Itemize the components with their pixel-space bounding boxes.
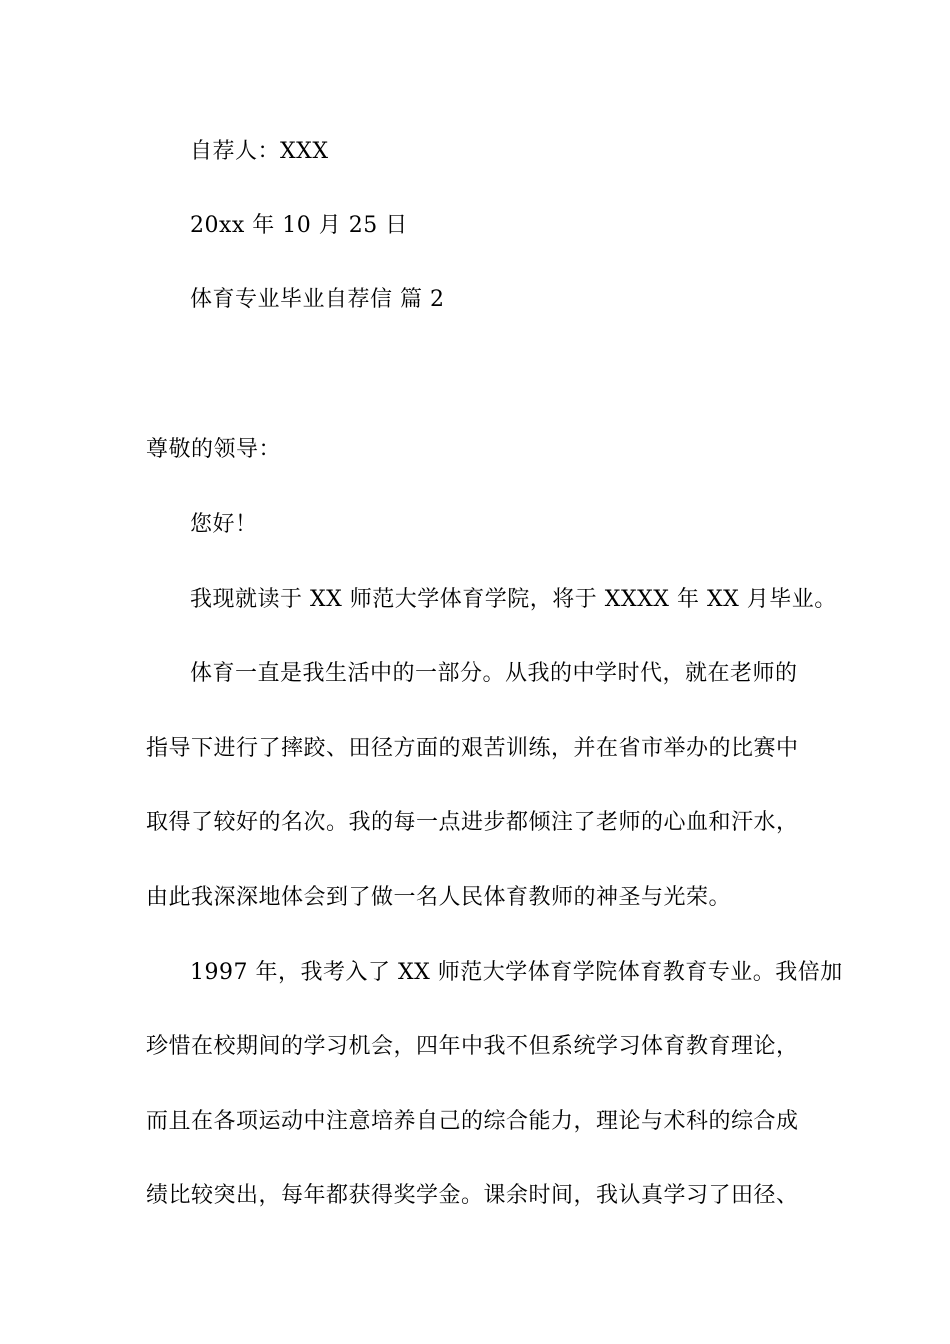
- greeting: 您好！: [190, 512, 258, 537]
- salutation: 尊敬的领导：: [146, 437, 282, 462]
- paragraph-3-line-4: 绩比较突出，每年都获得奖学金。课余时间，我认真学习了田径、: [146, 1183, 799, 1208]
- paragraph-2-line-3: 取得了较好的名次。我的每一点进步都倾注了老师的心血和汗水，: [146, 810, 799, 835]
- paragraph-3-line-2: 珍惜在校期间的学习机会，四年中我不但系统学习体育教育理论，: [146, 1034, 799, 1059]
- paragraph-2-line-1: 体育一直是我生活中的一部分。从我的中学时代，就在老师的: [190, 661, 798, 686]
- date-line: 20xx 年 10 月 25 日: [190, 213, 408, 238]
- paragraph-3-line-3: 而且在各项运动中注意培养自己的综合能力，理论与术科的综合成: [146, 1109, 799, 1134]
- signer-line: 自荐人：XXX: [190, 139, 329, 164]
- paragraph-1-line-1: 我现就读于 XX 师范大学体育学院，将于 XXXX 年 XX 月毕业。: [190, 587, 837, 612]
- paragraph-3-line-1: 1997 年，我考入了 XX 师范大学体育学院体育教育专业。我倍加: [190, 960, 843, 985]
- section-title: 体育专业毕业自荐信 篇 2: [190, 287, 445, 312]
- paragraph-2-line-4: 由此我深深地体会到了做一名人民体育教师的神圣与光荣。: [146, 885, 732, 910]
- paragraph-2-line-2: 指导下进行了摔跤、田径方面的艰苦训练，并在省市举办的比赛中: [146, 736, 799, 761]
